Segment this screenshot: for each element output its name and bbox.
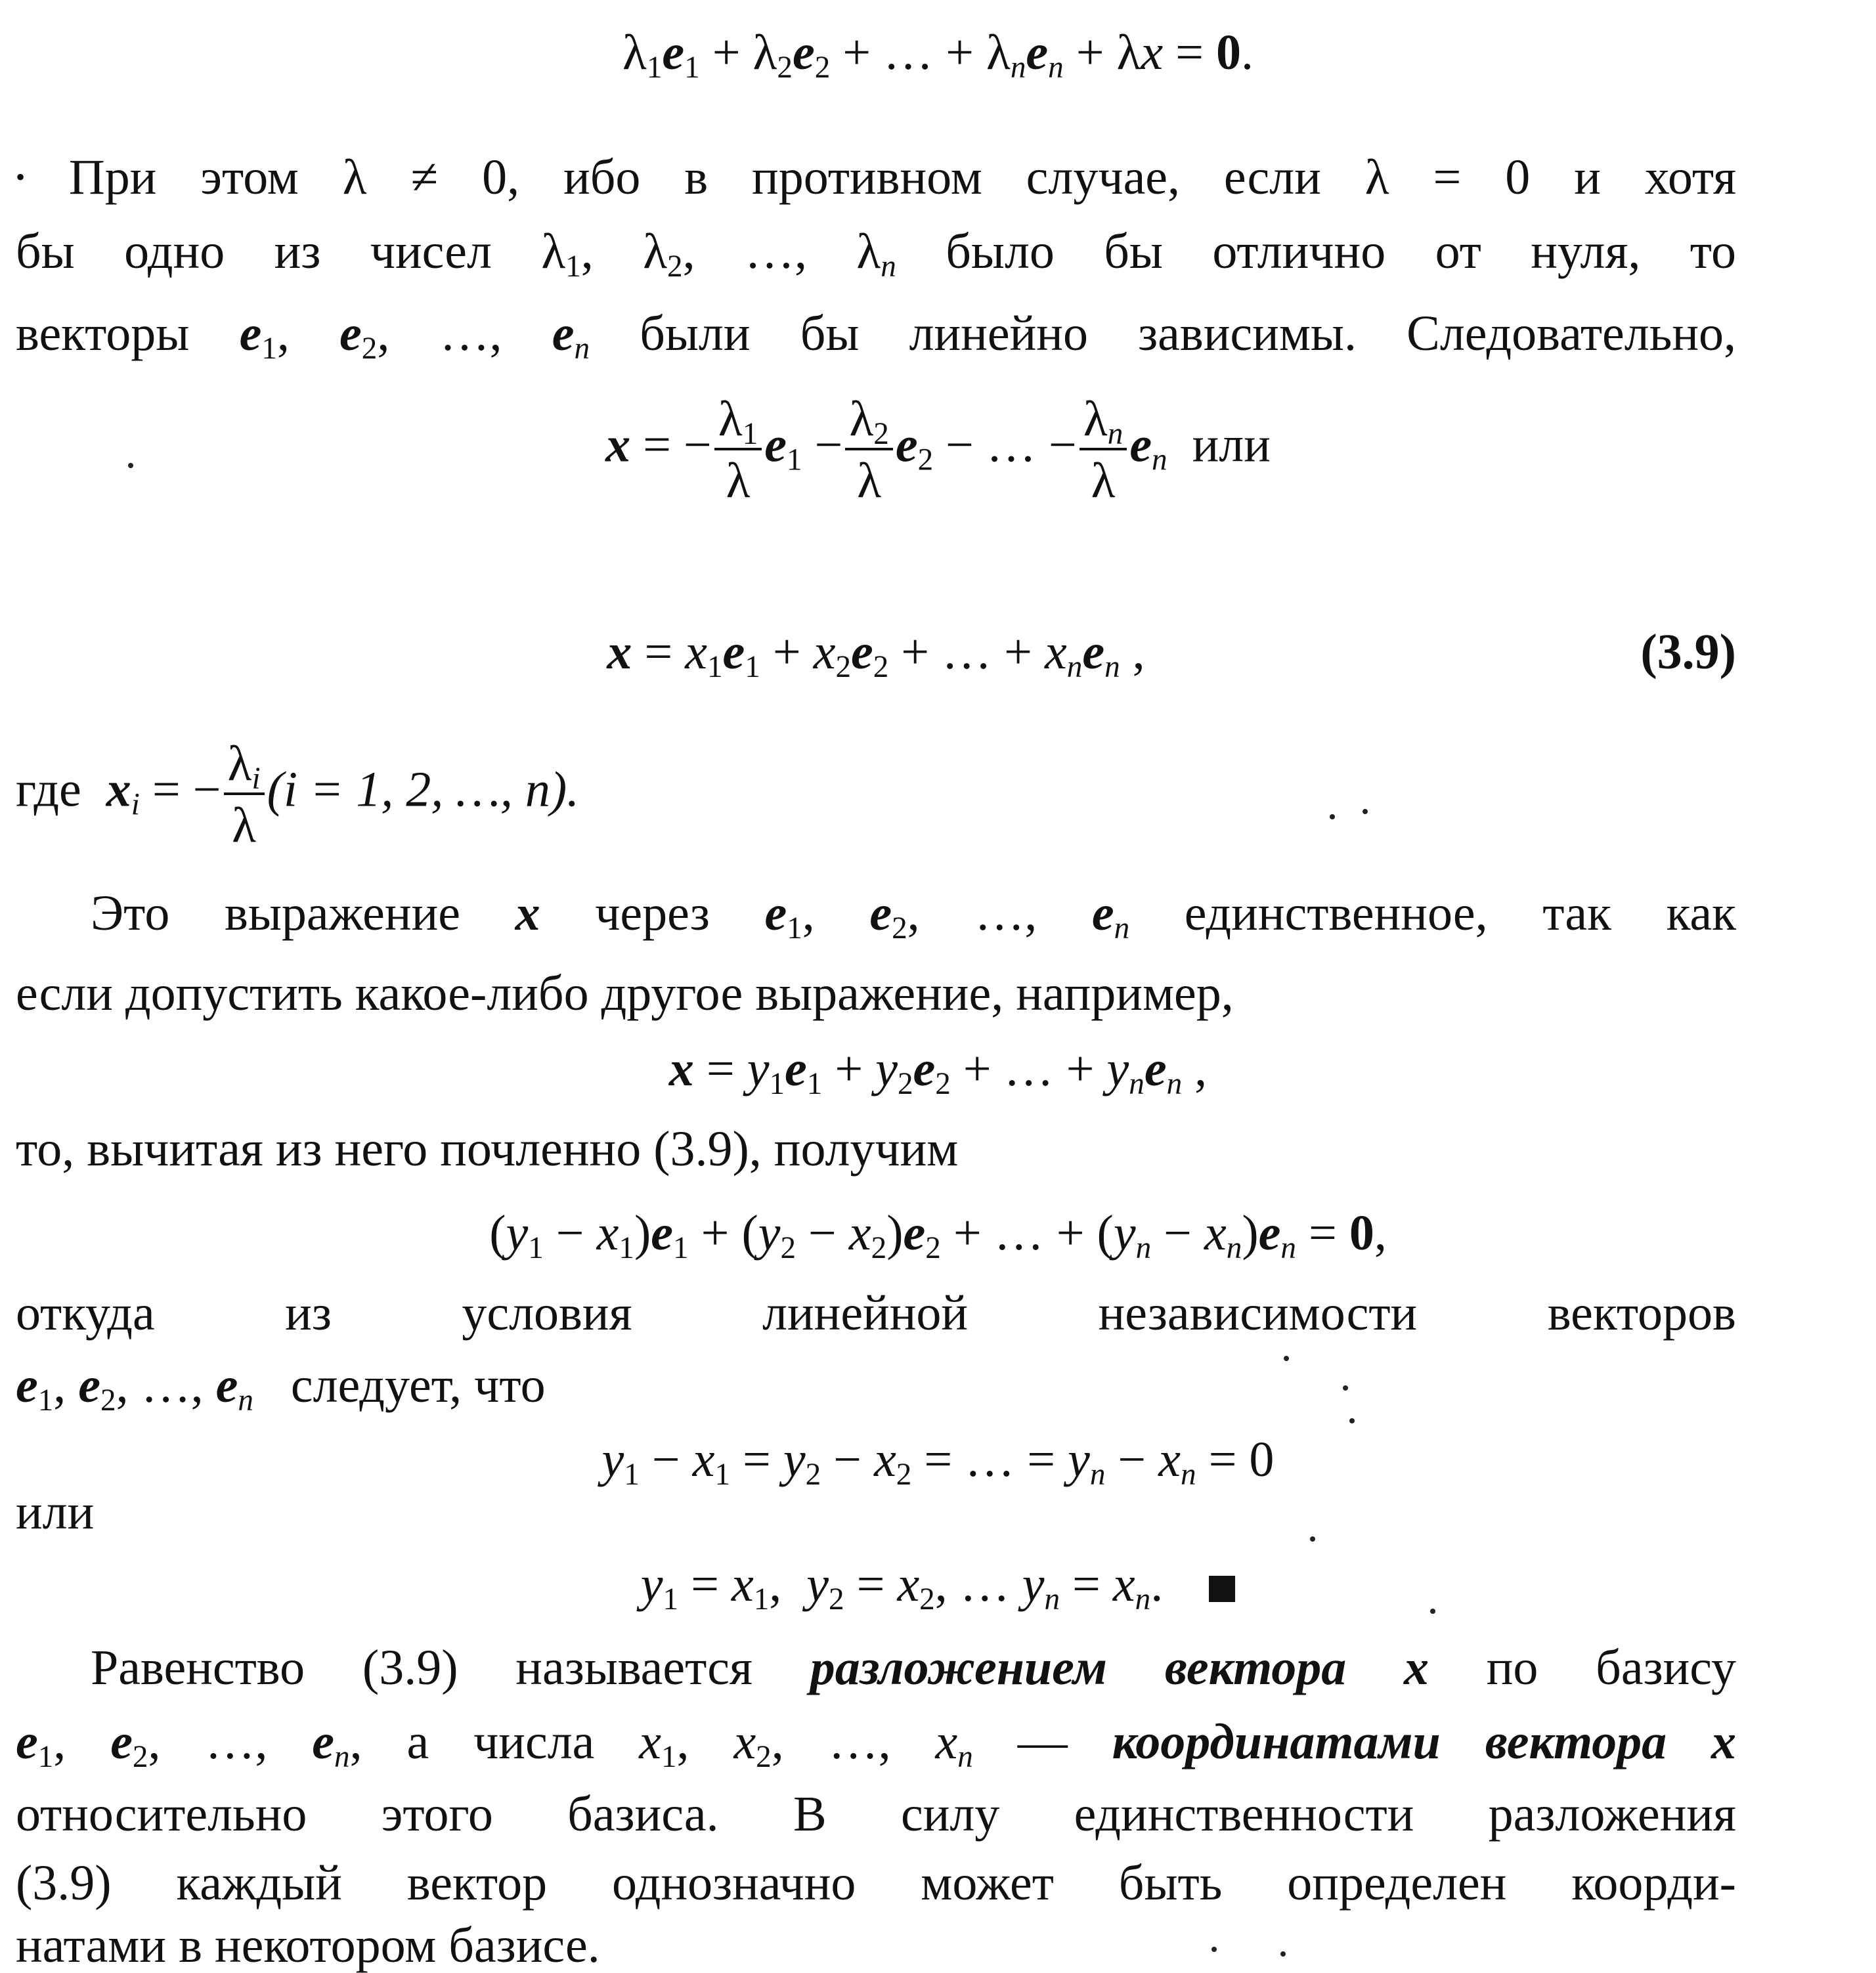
scan-speck [1211, 1947, 1217, 1952]
lambda-list: $\lambda_1$, $\lambda_2$, …, $\lambda_n$ [541, 224, 896, 284]
paragraph-2-line-1 [91, 886, 1737, 946]
definition-xi: где $x_i$ = − $\frac{\lambda_i}{\lambda}$ (i = 1, 2, …, n). [16, 736, 580, 853]
paragraph-3-line-2 [16, 1714, 1736, 1775]
text: векторы [16, 306, 190, 361]
text: (i = 1, 2, …, n). [267, 762, 580, 817]
term-expansion: разложением вектора [810, 1640, 1347, 1695]
text: , а числа [349, 1714, 595, 1769]
paragraph-2-line-4 [16, 1286, 1736, 1341]
text: единственное, так как [1184, 886, 1737, 941]
coordinate-list: $x_1$, $x_2$, …, $x_n$ [639, 1714, 973, 1775]
vector-x: x [1711, 1714, 1736, 1769]
equation-linear-combination: $\lambda_1e_1 + \lambda_2e_2$ + … + $\lambda_ne_n + \lambda x = 0$. [622, 25, 1254, 85]
fraction: $\frac{\lambda_n}{\lambda}$ [1080, 394, 1127, 506]
text: , ибо в противном случае, если [507, 150, 1321, 205]
text: и хотя [1574, 150, 1737, 205]
scan-speck [1284, 1356, 1289, 1361]
text: было бы отлично от нуля, то [946, 224, 1737, 279]
word: из [285, 1286, 332, 1341]
paragraph-2-line-2: если допустить какое-либо другое выражение, например, [16, 966, 1234, 1021]
paragraph-2-line-3: то, вычитая из него почленно (3.9), получим [16, 1121, 959, 1177]
equation-number: (3.9) [1640, 624, 1736, 680]
equation-differences-zero: $y_1 - x_1 = y_2 - x_2$ = … = $y_n - x_n = 0$ [601, 1432, 1275, 1492]
paragraph-1-line-3 [16, 306, 1737, 366]
basis-vectors: $e_1$, $e_2$, …, $e_n$ [16, 1358, 253, 1418]
basis-vectors: $e_1$, $e_2$, …, $e_n$ [239, 306, 590, 366]
text: следует, что [290, 1358, 546, 1413]
text: через [595, 886, 710, 941]
condition-lambda-nonzero: λ ≠ 0 [342, 150, 508, 205]
text: где [16, 762, 81, 817]
text: При этом [68, 150, 299, 205]
paragraph-3-line-3: относительно этого базиса. В силу единственности разложения [16, 1787, 1736, 1842]
condition-lambda-zero: λ = 0 [1364, 150, 1531, 205]
term-coordinates: координатами вектора [1112, 1714, 1667, 1769]
scan-speck [128, 463, 133, 468]
bullet-mark: • [16, 162, 26, 192]
scan-speck [1343, 1385, 1348, 1391]
word: векторов [1547, 1286, 1736, 1341]
paragraph-1-line-2 [16, 224, 1737, 284]
paragraph-3-line-1 [91, 1640, 1737, 1695]
paragraph-1-line-1 [16, 150, 1737, 205]
end-of-proof-square-icon [1209, 1576, 1235, 1602]
equation-3-9: $x = x_1e_1 + x_2e_2$ + … + $x_ne_n$ , [607, 624, 1145, 685]
paragraph-2-line-5 [16, 1358, 1736, 1418]
equation-coordinates-equal: $y_1 = x_1$, $y_2 = x_2$, … $y_n = x_n$. [0, 1559, 1876, 1609]
text: Равенство (3.9) называется [91, 1640, 753, 1695]
text: бы одно из чисел [16, 224, 492, 279]
equation-difference: $(y_1 - x_1)e_1 + (y_2 - x_2)e_2$ + … + $(y_n - x_n)e_n = 0$, [489, 1205, 1387, 1266]
word: независимости [1098, 1286, 1418, 1341]
dash: — [1017, 1714, 1068, 1769]
text: Это выражение [91, 886, 460, 941]
basis-vectors: $e_1$, $e_2$, …, $e_n$ [16, 1714, 350, 1775]
text: были бы линейно зависимы. Следовательно, [640, 306, 1737, 361]
scan-speck [1310, 1536, 1315, 1542]
text-or: или [1192, 417, 1271, 473]
scan-speck [1363, 809, 1368, 814]
paragraph-2-line-6: или [16, 1485, 95, 1540]
equation-y-expansion: $x = y_1e_1 + y_2e_2$ + … + $y_ne_n$ , [668, 1041, 1208, 1102]
paragraph-3-line-5: натами в некотором базисе. [16, 1918, 600, 1973]
vector-x: x [515, 886, 540, 941]
scan-speck [1280, 1951, 1286, 1957]
fraction: $\frac{\lambda_2}{\lambda}$ [845, 394, 892, 506]
text: по базису [1486, 1640, 1737, 1695]
word: откуда [16, 1286, 155, 1341]
word: условия [462, 1286, 632, 1341]
fraction: $\frac{\lambda_1}{\lambda}$ [714, 394, 762, 506]
paragraph-3-line-4: (3.9) каждый вектор однозначно может быть определен коорди- [16, 1855, 1736, 1911]
scan-speck [1330, 814, 1335, 819]
equation-x-via-fractions: x = − $\frac{\lambda_1}{\lambda}$ $e_1$ − $\frac{\lambda_2}{\lambda}$ $e_2$ − … − $\frac{\lambda_n}{\lambda}$ $e_n$ или [605, 391, 1271, 508]
basis-vectors: $e_1$, $e_2$, …, $e_n$ [764, 886, 1130, 946]
scan-speck [1349, 1418, 1355, 1423]
scan-speck [1430, 1609, 1435, 1614]
word: линейной [762, 1286, 969, 1341]
equation-3-9-row [16, 624, 1736, 685]
vector-x: x [1403, 1640, 1429, 1695]
fraction: $\frac{\lambda_i}{\lambda}$ [224, 739, 265, 850]
